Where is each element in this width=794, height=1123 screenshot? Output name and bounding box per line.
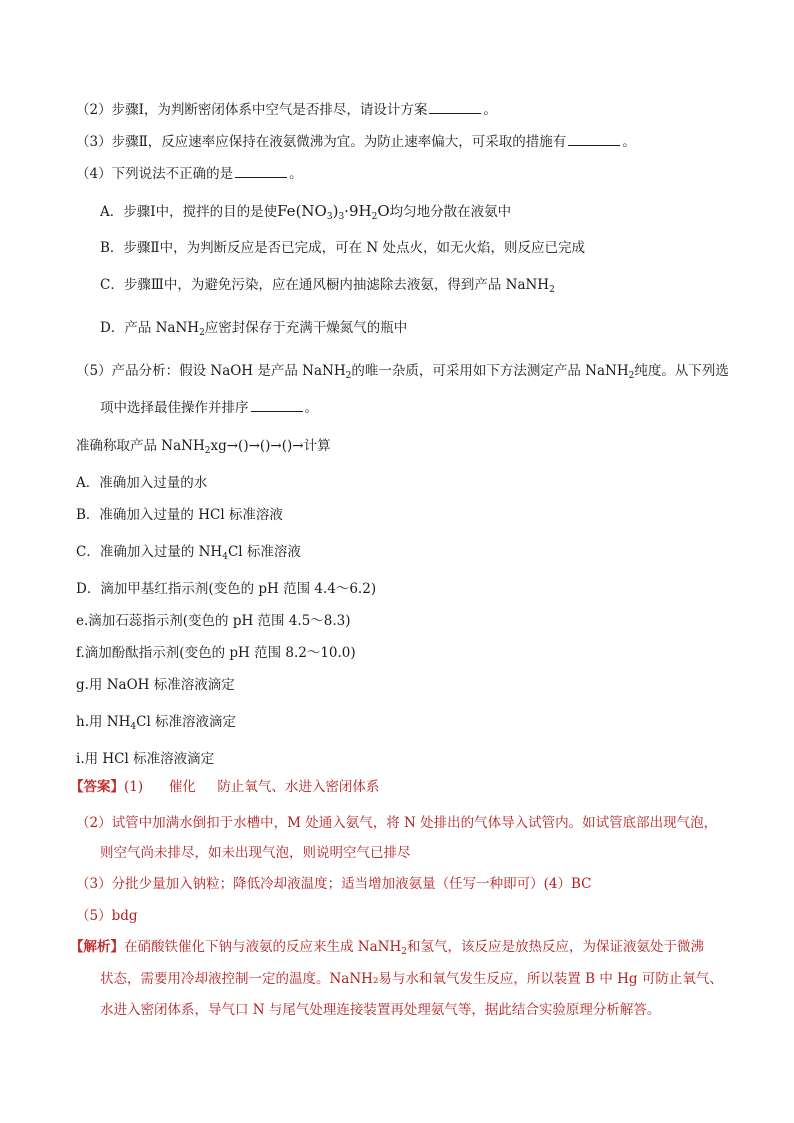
answer-label: 【答案】 [70,779,124,795]
question-2-text: （2）步骤Ⅰ，为判断密闭体系中空气是否排尽，请设计方案 [76,102,428,118]
question-2-end: 。 [483,102,497,118]
option-4a-post: 均匀地分散在液氨中 [389,204,512,220]
answer-blank [235,165,287,178]
question-3-end: 。 [622,134,636,150]
question-3-text: （3）步骤Ⅱ，反应速率应保持在液氨微沸为宜。为防止速率偏大，可采取的措施有 [76,134,567,150]
question-4-end: 。 [289,166,303,182]
iron-nitrate-formula: $Fe(NO_3)_3\cdot 9H_2O$ [277,202,390,222]
question-4-text: （4）下列说法不正确的是 [76,166,234,182]
answer-blank [429,101,481,114]
answer-blank [251,399,303,412]
option-4a-pre: A．步骤Ⅰ中，搅拌的目的是使 [100,204,278,220]
analysis-label: 【解析】 [70,939,124,955]
answer-blank [568,133,620,146]
document-page: （2）步骤Ⅰ，为判断密闭体系中空气是否排尽，请设计方案 。 （3）步骤Ⅱ，反应速率应保持在液氨微沸为宜。为防止速率偏大，可采取的措施有 。 （4）下列说法不正确的是 。 A．步骤Ⅰ中，搅拌的目的是使$Fe(NO_3)_3\cdot 9H_2O$均匀地分散在液氨中 B．步骤Ⅱ中，为判断反应是否已完成，可在 N 处点火，如无火焰，则反应已完成 C．步骤Ⅲ中，为避免污染，应在通风橱内抽滤除去液氨，得到产品 NaNH$_2$ D．产品 NaNH$_2$应密封保存于充满干燥氮气的瓶中 （5）产品分析：假设 NaOH 是产品 NaNH$_2$的唯一杂质，可采用如下方法测定产品 NaNH$_2$纯度。从下列选 项中选择最佳操作并排序 。 准确称取产品 NaNH$_2$xg→()→()→()→计算 A．准确加入过量的水 B．准确加入过量的 HCl 标准溶液 C．准确加入过量的 $NH_4Cl$ 标准溶液 D．滴加甲基红指示剂(变色的 pH 范围 4.4～6.2) e.滴加石蕊指示剂(变色的 pH 范围 4.5～8.3) f.滴加酚酞指示剂(变色的 pH 范围 8.2～10.0) g.用 NaOH 标准溶液滴定 h.用 $NH_4Cl$ 标准溶液滴定 i.用 HCl 标准溶液滴定 【答案】(1) 催化 防止氧气、水进入密闭体系 （2）试管中加满水倒扣于水槽中，M 处通入氨气，将 N 处排出的气体导入试管内。如试管底部出现气泡， 则空气尚未排尽，如未出现气泡，则说明空气已排尽 （3）分批少量加入钠粒；降低冷却液温度；适当增加液氨量（任写一种即可）(4）BC （5）bdg 【解析】在硝酸铁催化下钠与液氨的反应来生成 NaNH$_2$和氢气，该反应是放热反应，为保证液氨处于微沸 状态，需要用冷却液控制一定的温度。NaNH₂易与水和氧气发生反应，所以装置 B 中 Hg 可防止氧气、 水进入密闭体系，导气口 N 与尾气处理连接装置再处理氨气等，据此结合实验原理分析解答。 [70,102,729,1018]
answer-1-text: (1) 催化 防止氧气、水进入密闭体系 [124,779,380,795]
